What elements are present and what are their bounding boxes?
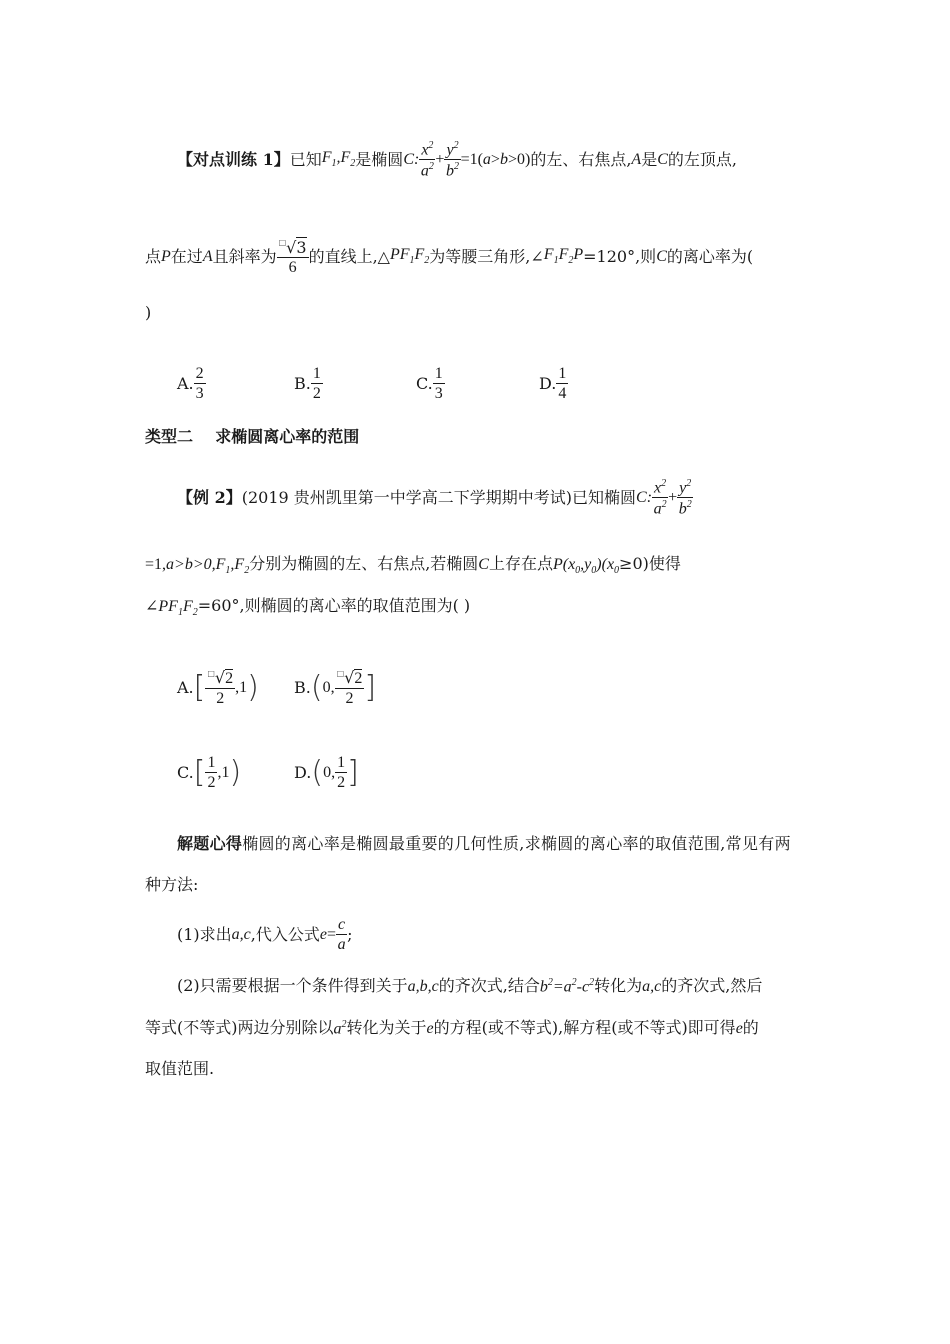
option-a-fraction: $\frac{2}{3}$ (195, 365, 204, 402)
problem1-text-4: 是 (641, 150, 658, 169)
problem2-option-b-label: B. (294, 678, 311, 697)
tips-method2-text-a: (2)只需要根据一个条件得到关于 (177, 976, 408, 996)
math-a-2: A (202, 248, 213, 265)
tips-line2: 种方法: (145, 875, 199, 894)
problem1-line2-text-g: 的离心率为( (666, 247, 754, 266)
problem1-line3: ) (145, 303, 152, 322)
math-c-2: C (656, 248, 667, 265)
tips-method2-text-e: 等式(不等式)两边分别除以 (145, 1018, 334, 1038)
math-a2: $a^2$ (333, 1019, 347, 1038)
problem1-line2-text-e: 为等腰三角形,∠ (429, 247, 544, 266)
zero-comma-d: 0, (323, 764, 336, 781)
tips-method2-text-g: 的方程(或不等式),解方程(或不等式)即可得 (433, 1018, 736, 1038)
math-e-2: e (735, 1020, 743, 1038)
math-b2-eq: $b^2=a^2-c^2$ (539, 977, 595, 996)
math-e: e (426, 1020, 434, 1038)
fraction-c-a: $\frac{c}{a}$ (337, 916, 346, 953)
tips-method2-text-h: 的 (742, 1018, 759, 1038)
tips-method1: (1)求出 a,c ,代入公式 e = $\frac{c}{a}$ ; (177, 916, 353, 953)
tips-method2-text-d: 的齐次式,然后 (661, 976, 763, 996)
problem1-text-1: 已知 (289, 150, 322, 169)
right-square-bracket: ] (364, 670, 377, 705)
fraction-x2-a2: $\frac{x^2}{a^2}$ (420, 139, 434, 180)
problem1-line2 (145, 232, 753, 282)
right-square-bracket-d: ] (347, 755, 359, 790)
problem2-line3-text-b: =60°,则椭圆的离心率的取值范围为( ) (197, 596, 471, 615)
problem2-line2-text-a: =1, (145, 556, 167, 573)
problem1-option-a (177, 366, 206, 402)
math-pf1f2: $PF_1F_2$ (389, 246, 430, 267)
option-b-fraction: $\frac{1}{2}$ (312, 365, 321, 402)
comma-one: ,1 (235, 679, 248, 696)
tips-tag: 解题心得 (177, 834, 243, 853)
option-c-fraction: $\frac{1}{3}$ (434, 365, 443, 402)
right-paren: ) (247, 670, 259, 705)
option-d-label: D. (539, 374, 557, 393)
tips-method2-line2 (145, 1020, 759, 1037)
option-d-fraction: $\frac{1}{4}$ (558, 365, 567, 402)
fraction-sqrt2-2-b: $\frac{^□√2}{2}$ (336, 667, 363, 707)
tips-method2-line3: 取值范围. (145, 1059, 215, 1078)
tips-method2-text-b: 的齐次式,结合 (438, 976, 540, 996)
math-ac-2: a,c (642, 978, 662, 996)
right-paren-c: ) (229, 755, 242, 790)
problem1-line2-text-c: 且斜率为 (212, 247, 277, 266)
math-pf1f2-2: $PF_1F_2$ (158, 598, 198, 619)
fraction-x2-a2-2: $\frac{x^2}{a^2}$ (653, 477, 667, 518)
math-point-p: $P(x_0,y_0)(x_0$ (552, 556, 620, 577)
math-ellipse-condition: =1(a>b>0) (460, 151, 531, 168)
fraction-y2-b2: $\frac{y^2}{b^2}$ (446, 139, 459, 180)
math-a-gt-b-gt-0: $a>b>0,F_1,F_2$ (166, 556, 250, 577)
problem1-line1 (177, 132, 737, 188)
fraction-y2-b2-2: $\frac{y^2}{b^2}$ (678, 477, 692, 518)
zero-comma: 0, (322, 679, 335, 696)
problem2-line2-text-d: ≥0)使得 (619, 554, 681, 573)
option-b-label: B. (294, 374, 311, 393)
tips-method1-text-a: (1)求出 (177, 925, 232, 944)
option-c-label: C. (416, 374, 433, 393)
math-ac: a,c (231, 926, 251, 943)
problem2-line3-text-a: ∠ (145, 596, 159, 615)
problem2-line1 (177, 470, 693, 526)
math-abc: a,b,c (407, 978, 439, 996)
tips-text-1: 椭圆的离心率是椭圆最重要的几何性质,求椭圆的离心率的取值范围,常见有两 (242, 834, 791, 853)
math-c: C (657, 151, 668, 168)
problem2-option-c (177, 745, 241, 801)
math-f1f2p: $F_1F_2P$ (543, 246, 584, 267)
math-e-eq: e (319, 926, 327, 943)
problem2-option-d (294, 745, 359, 801)
tips-method1-text-c: ; (347, 925, 353, 944)
math-c-colon-2: C: (636, 489, 653, 506)
problem2-option-a-label: A. (177, 678, 194, 697)
left-paren-d: ( (311, 755, 324, 790)
problem1-text-5: 的左顶点, (667, 150, 737, 169)
problem1-line2-text-f: =120°,则 (583, 247, 657, 266)
left-paren: ( (310, 670, 323, 705)
problem1-line2-text-b: 在过 (170, 247, 203, 266)
tips-method2-line1 (177, 978, 762, 995)
problem2-option-a (177, 658, 259, 718)
fraction-1-2-c: $\frac{1}{2}$ (207, 754, 216, 791)
fraction-sqrt3-6: $\frac{^□√3}{6}$ (278, 237, 307, 276)
option-a-label: A. (177, 374, 194, 393)
problem1-option-c (416, 366, 445, 402)
section-heading: 类型二 求椭圆离心率的范围 (145, 427, 360, 446)
plus-sign-2: + (668, 489, 678, 506)
problem1-option-b (294, 366, 323, 402)
math-c-colon: C: (403, 151, 420, 168)
problem2-option-b (294, 658, 376, 718)
problem2-line2-text-c: 上存在点 (488, 554, 553, 573)
problem1-option-d (539, 366, 568, 402)
fraction-1-2-d: $\frac{1}{2}$ (337, 754, 346, 791)
problem1-text-2: 是椭圆 (355, 150, 404, 169)
tips-method1-text-b: ,代入公式 (250, 925, 320, 944)
math-a: A (631, 151, 642, 168)
problem2-tag: 【例 2】 (177, 488, 242, 507)
problem2-line2-text-b: 分别为椭圆的左、右焦点,若椭圆 (249, 554, 479, 573)
problem2-text-1: (2019 贵州凯里第一中学高二下学期期中考试)已知椭圆 (241, 488, 637, 507)
problem1-line2-text-d: 的直线上,△ (308, 247, 390, 266)
problem1-text-3: 的左、右焦点, (530, 150, 632, 169)
tips-method2-text-f: 转化为关于 (346, 1018, 427, 1038)
left-square-bracket: [ (193, 670, 206, 705)
tips-line1 (177, 836, 791, 852)
math-f1f2: $F_1,F_2$ (321, 149, 356, 170)
problem2-line3 (145, 598, 470, 618)
problem2-line2 (145, 556, 681, 576)
problem2-option-d-label: D. (294, 763, 312, 782)
tips-method2-text-c: 转化为 (594, 976, 643, 996)
problem1-line2-text-a: 点 (145, 247, 162, 266)
fraction-sqrt2-2-a: $\frac{^□√2}{2}$ (207, 667, 234, 707)
math-p: P (161, 248, 171, 265)
problem2-option-c-label: C. (177, 763, 194, 782)
problem1-tag: 【对点训练 1】 (177, 150, 290, 169)
comma-one-c: ,1 (217, 764, 230, 781)
left-square-bracket-c: [ (193, 755, 206, 790)
plus-sign: + (435, 151, 445, 168)
math-c-3: C (478, 556, 489, 573)
